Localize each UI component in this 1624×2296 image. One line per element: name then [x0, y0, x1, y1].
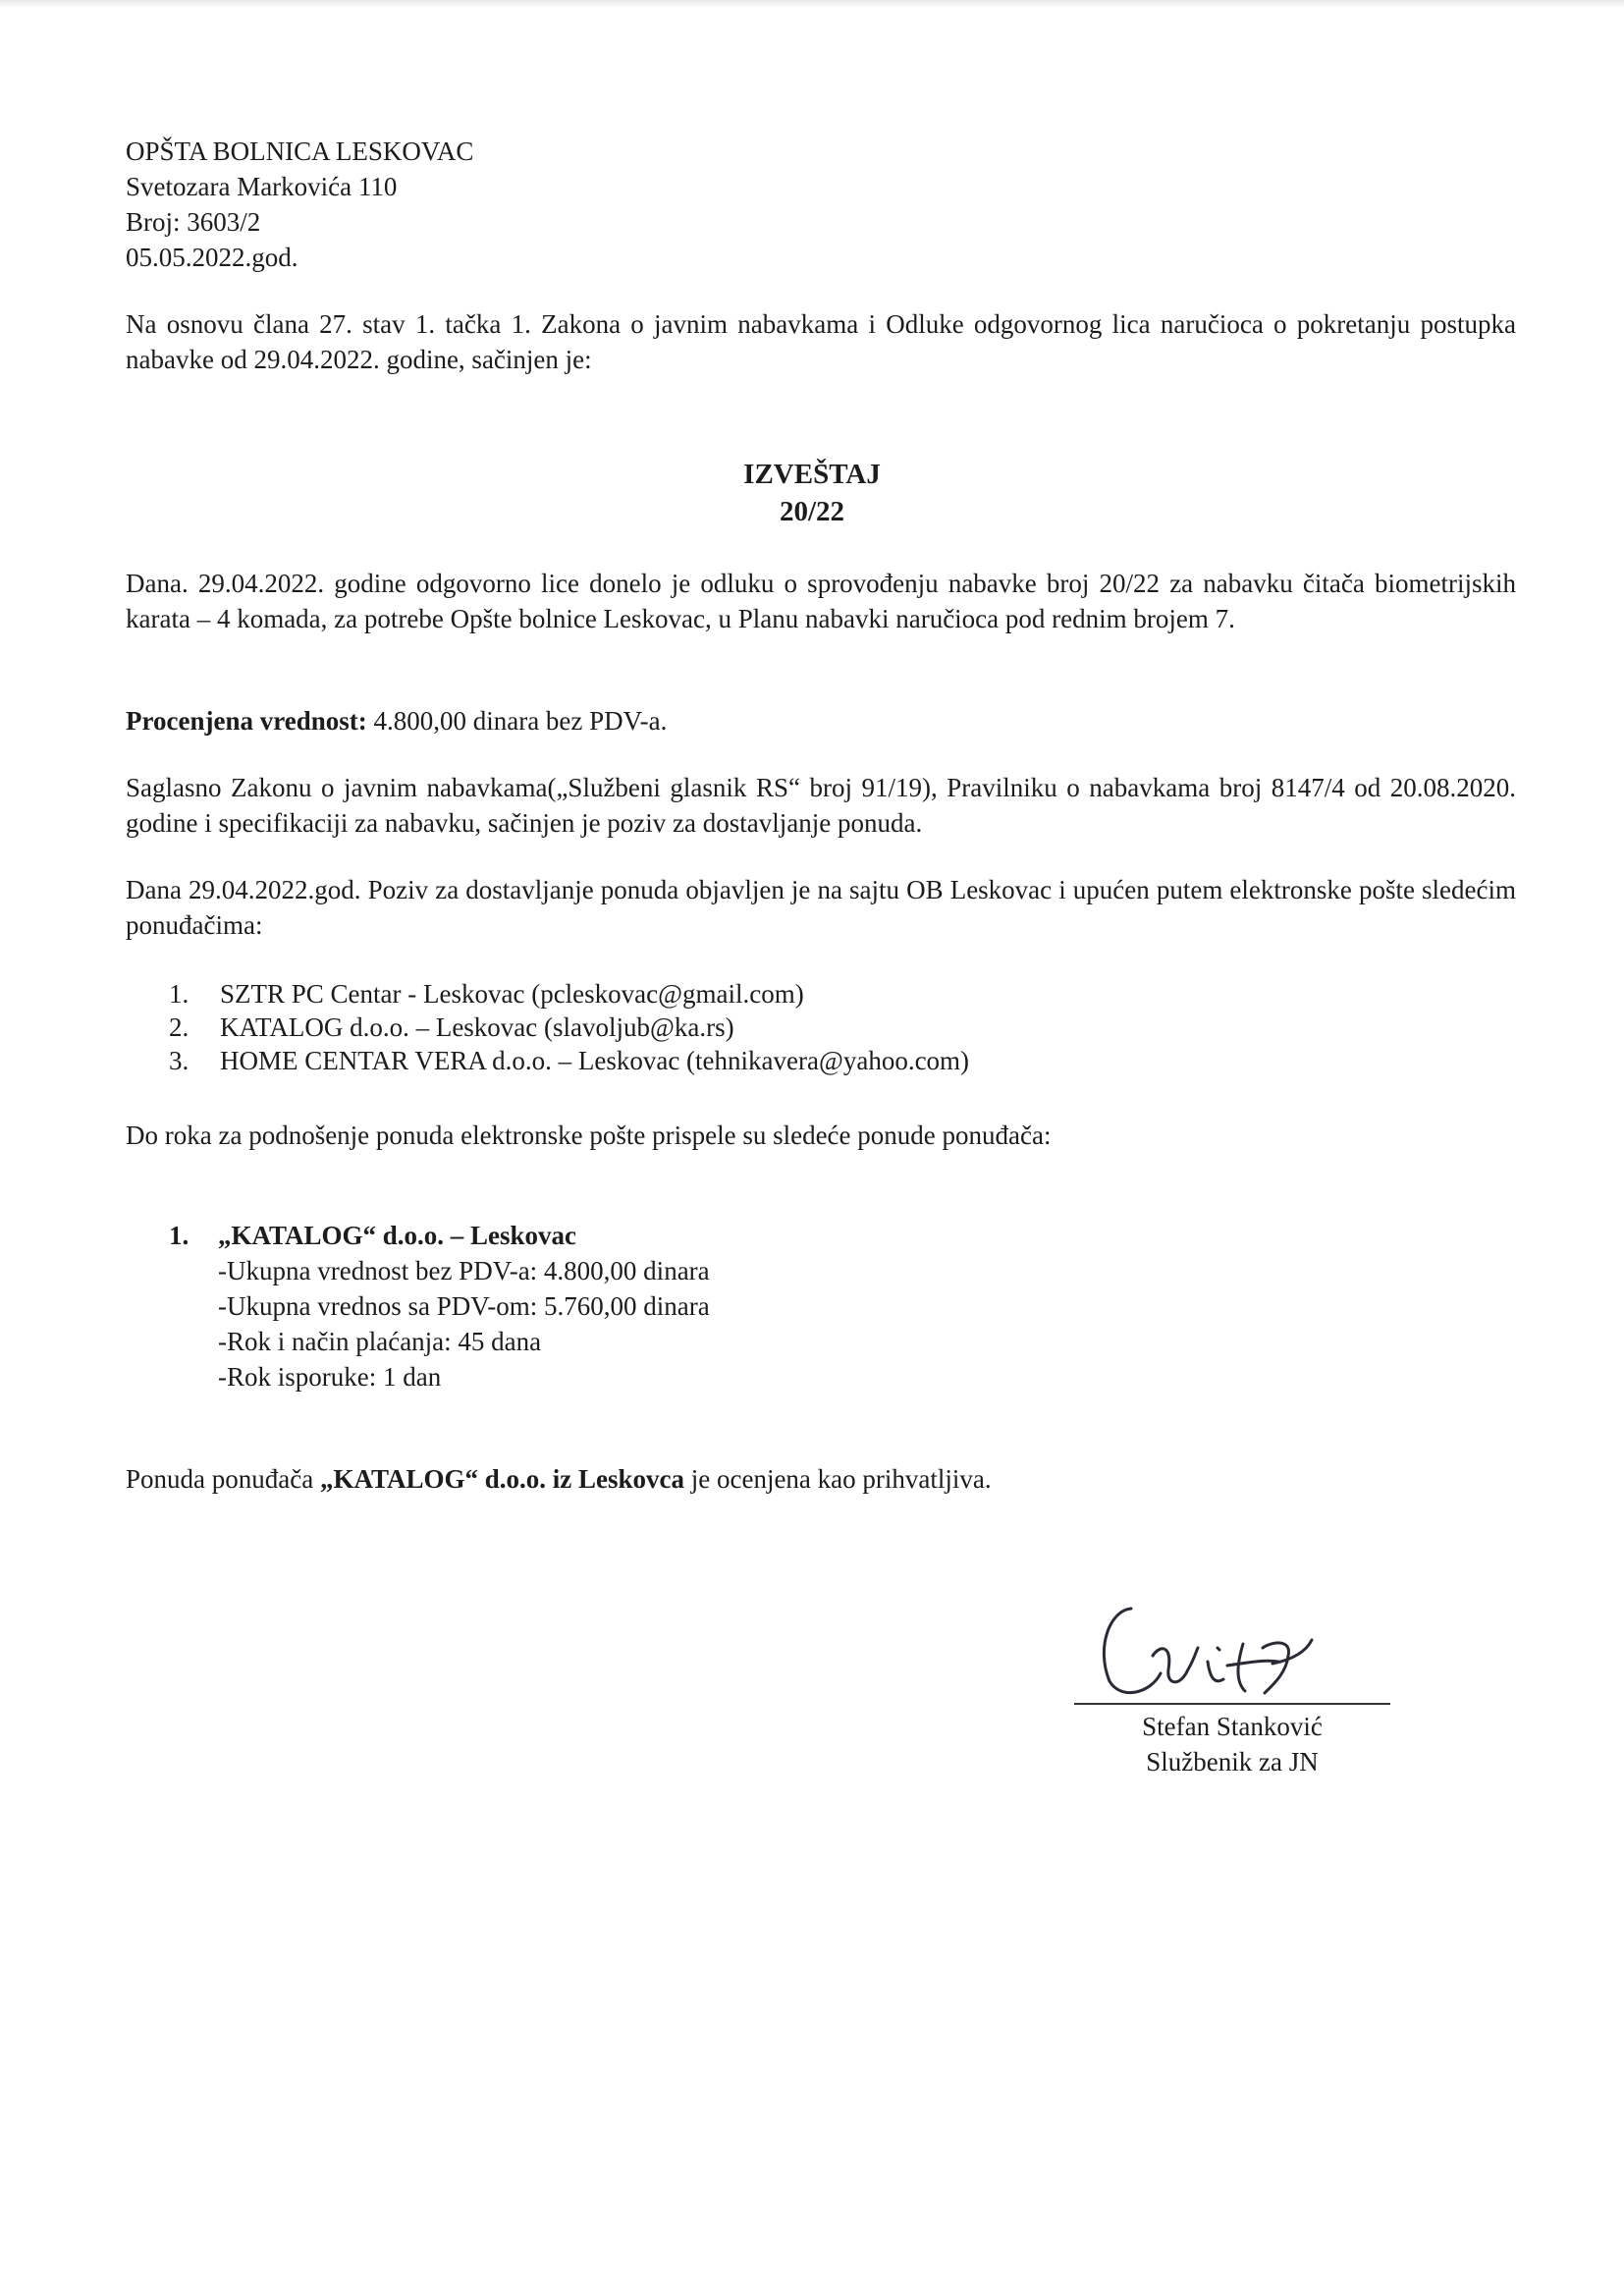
received-paragraph: Do roka za podnošenje ponuda elektronske pošte prispele su sledeće ponude ponuđača:	[126, 1121, 1052, 1150]
invite-paragraph: Dana 29.04.2022.god. Poziv za dostavljanje ponuda objavljen je na sajtu OB Leskovac i upućen putem elektronske pošte sledećim ponuđačima:	[126, 875, 1516, 940]
signatory-role: Službenik za JN	[1146, 1747, 1319, 1777]
institution-name: OPŠTA BOLNICA LESKOVAC	[126, 137, 474, 166]
offer-detail-line: -Rok i način plaćanja: 45 dana	[218, 1327, 542, 1356]
list-item	[169, 1010, 1445, 1043]
signature-scribble	[1070, 1591, 1394, 1709]
conclusion-company: „KATALOG“ d.o.o.	[319, 1464, 546, 1494]
conclusion-city: iz Leskovca	[552, 1464, 684, 1494]
offer-entry	[169, 1218, 1249, 1394]
list-item	[169, 1043, 1445, 1076]
conclusion-suffix: je ocenjena kao prihvatljiva.	[690, 1464, 992, 1494]
offer-detail-line: -Ukupna vrednost bez PDV-a: 4.800,00 dinara	[218, 1256, 710, 1285]
offer-detail-line: -Ukupna vrednos sa PDV-om: 5.760,00 dinara	[218, 1291, 710, 1321]
list-item-number: 3.	[169, 1046, 189, 1075]
letterhead	[126, 134, 1516, 275]
signatory	[1070, 1709, 1394, 1779]
offer-details	[169, 1253, 1249, 1394]
list-item	[169, 976, 1445, 1010]
signatory-name: Stefan Stanković	[1142, 1712, 1323, 1741]
decision-paragraph: Dana. 29.04.2022. godine odgovorno lice donelo je odluku o sprovođenju nabavke broj 20/22 za nabavku čitača biometrijskih karata – 4 komada, za potrebe Opšte bolnice Leskovac, u Planu nabavki naručioca pod rednim brojem 7.	[126, 569, 1516, 633]
report-title: IZVEŠTAJ	[743, 459, 881, 490]
estimated-value	[126, 703, 1516, 738]
institution-address: Svetozara Markovića 110	[126, 172, 398, 201]
bidders-list	[169, 976, 1445, 1076]
list-item-text: KATALOG d.o.o. – Leskovac (slavoljub@ka.rs)	[220, 1012, 734, 1042]
document-date: 05.05.2022.god.	[126, 243, 298, 272]
signature-line	[1074, 1703, 1390, 1705]
list-item-number: 2.	[169, 1012, 189, 1042]
handwritten-signature	[1070, 1591, 1394, 1709]
offer-company: „KATALOG“ d.o.o. – Leskovac	[218, 1221, 577, 1250]
conclusion-paragraph	[126, 1461, 1516, 1497]
intro-paragraph: Na osnovu člana 27. stav 1. tačka 1. Zakona o javnim nabavkama i Odluke odgovornog lica naručioca o pokretanju postupka nabavke od 29.04.2022. godine, sačinjen je:	[126, 309, 1516, 374]
list-item-text: HOME CENTAR VERA d.o.o. – Leskovac (tehnikavera@yahoo.com)	[220, 1046, 970, 1075]
offer-detail-line: -Rok isporuke: 1 dan	[218, 1362, 442, 1392]
estimated-value-amount: 4.800,00 dinara bez PDV-a.	[373, 706, 668, 736]
scan-edge-shadow	[0, 0, 1624, 8]
list-item-text: SZTR PC Centar - Leskovac (pcleskovac@gmail.com)	[220, 979, 804, 1009]
estimated-value-label: Procenjena vrednost:	[126, 706, 367, 736]
offer-number: 1.	[169, 1221, 189, 1250]
report-number: 20/22	[779, 496, 845, 527]
law-paragraph: Saglasno Zakonu o javnim nabavkama(„Službeni glasnik RS“ broj 91/19), Pravilniku o nabavkama broj 8147/4 od 20.08.2020. godine i specifikaciji za nabavku, sačinjen je poziv za dostavljanje ponuda.	[126, 773, 1516, 838]
document-number: Broj: 3603/2	[126, 207, 261, 237]
conclusion-prefix: Ponuda ponuđača	[126, 1464, 314, 1494]
offer-heading	[169, 1218, 1249, 1253]
list-item-number: 1.	[169, 979, 189, 1009]
